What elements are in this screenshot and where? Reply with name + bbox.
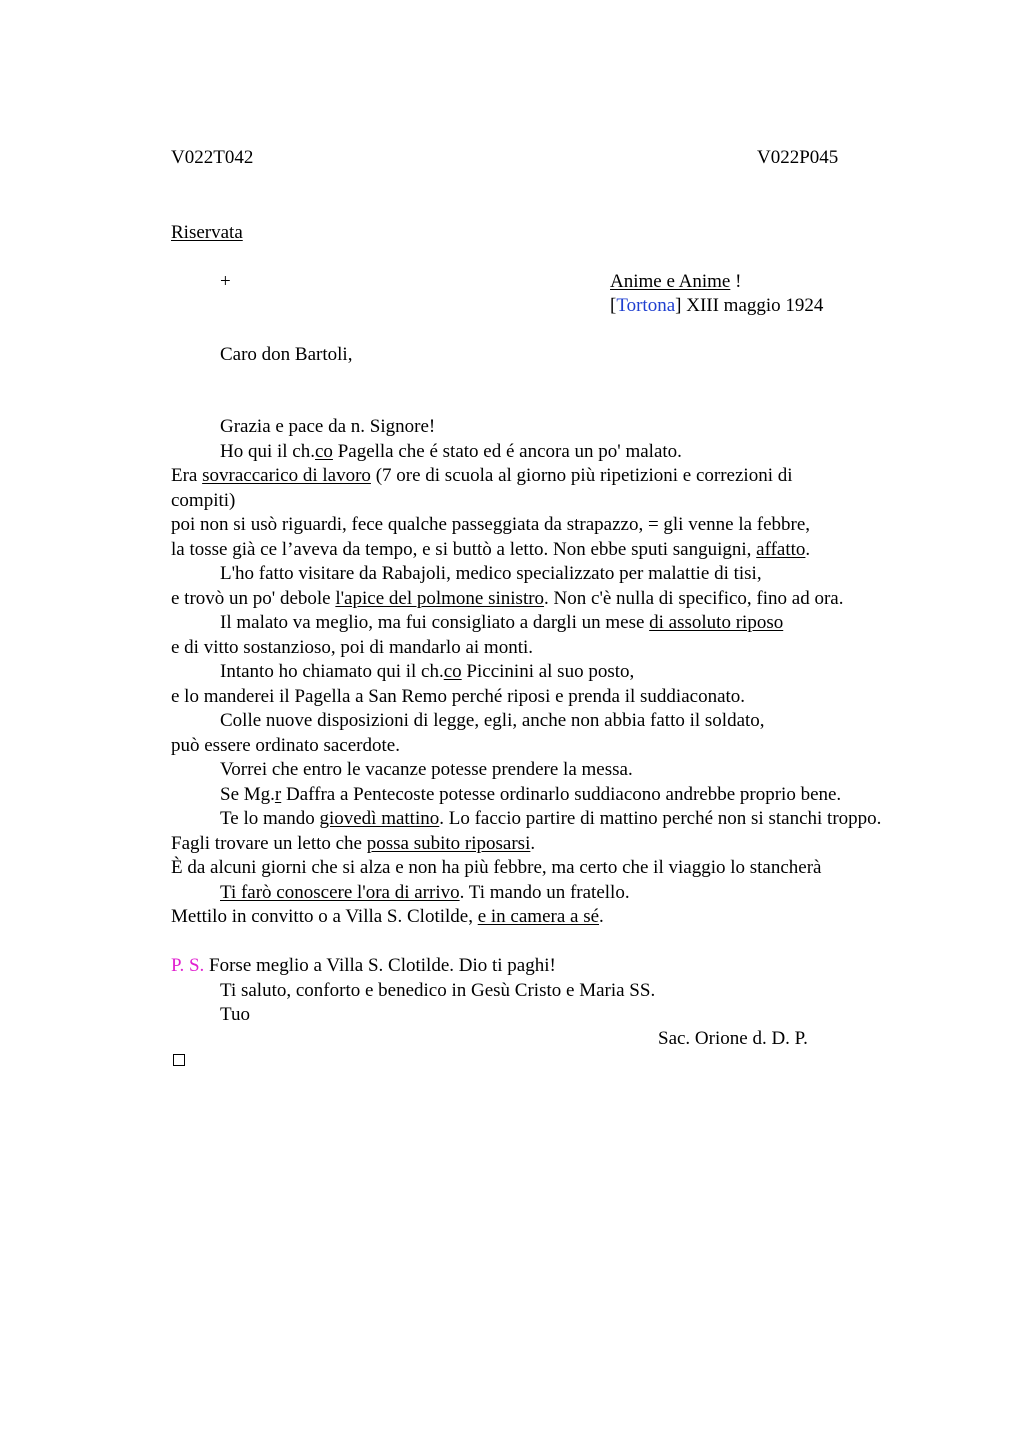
letter-line: Fagli trovare un letto che possa subito riposarsi. bbox=[171, 832, 536, 854]
letter-date: XIII maggio 1924 bbox=[681, 295, 824, 316]
letter-line: È da alcuni giorni che si alza e non ha più febbre, ma certo che il viaggio lo stancherà bbox=[171, 857, 822, 878]
letter-line: Se Mg.r Daffra a Pentecoste potesse ordinarlo suddiacono andrebbe proprio bene. bbox=[220, 783, 842, 805]
postscript bbox=[171, 954, 971, 979]
document-code-right: V022P045 bbox=[757, 147, 839, 168]
letter-line: e trovò un po' debole l'apice del polmone sinistro. Non c'è nulla di specifico, fino ad ora. bbox=[171, 587, 844, 609]
salutation: Caro don Bartoli, bbox=[220, 344, 353, 365]
letter-line: Colle nuove disposizioni di legge, egli, anche non abbia fatto il soldato, bbox=[220, 710, 765, 731]
document-code-left: V022T042 bbox=[171, 147, 254, 168]
letter-line: Ho qui il ch.co Pagella che é stato ed é ancora un po' malato. bbox=[220, 440, 682, 462]
postscript-text: Forse meglio a Villa S. Clotilde. Dio ti paghi! bbox=[204, 955, 556, 976]
confidential-label: Riservata bbox=[171, 222, 243, 243]
letter-line: Vorrei che entro le vacanze potesse prendere la messa. bbox=[220, 759, 633, 780]
letter-line: Ti farò conoscere l'ora di arrivo. Ti mando un fratello. bbox=[220, 881, 630, 903]
place-name: Tortona bbox=[616, 295, 676, 316]
motto bbox=[610, 270, 741, 294]
letter-line: e di vitto sostanzioso, poi di mandarlo ai monti. bbox=[171, 636, 534, 658]
letter-line: Te lo mando giovedì mattino. Lo faccio partire di mattino perché non si stanchi troppo. bbox=[220, 808, 882, 829]
postscript-label: P. S. bbox=[171, 955, 205, 976]
closing-greeting: Ti saluto, conforto e benedico in Gesù Cristo e Maria SS. bbox=[220, 979, 656, 1001]
empty-box-icon bbox=[173, 1054, 185, 1066]
letter-line: compiti) bbox=[171, 489, 236, 511]
letter-line: poi non si usò riguardi, fece qualche passeggiata da strapazzo, = gli venne la febbre, bbox=[171, 514, 811, 535]
motto-suffix: ! bbox=[730, 271, 742, 292]
bracket-close: ] bbox=[675, 295, 682, 316]
letter-line: e lo manderei il Pagella a San Remo perché riposi e prenda il suddiaconato. bbox=[171, 685, 746, 707]
letter-line: Era sovraccarico di lavoro (7 ore di scuola al giorno più ripetizioni e correzioni di bbox=[171, 465, 793, 486]
blank-line bbox=[171, 930, 971, 955]
letter-line: può essere ordinato sacerdote. bbox=[171, 734, 400, 756]
closing-tuo: Tuo bbox=[220, 1004, 250, 1025]
letter-line: Grazia e pace da n. Signore! bbox=[220, 416, 436, 437]
letter-body bbox=[171, 415, 971, 1028]
letter-line: Il malato va meglio, ma fui consigliato a dargli un mese di assoluto riposo bbox=[220, 612, 784, 633]
signature: Sac. Orione d. D. P. bbox=[658, 1028, 808, 1049]
place-date bbox=[610, 294, 823, 318]
bracket-open: [ bbox=[610, 295, 617, 316]
letter-line: L'ho fatto visitare da Rabajoli, medico specializzato per malattie di tisi, bbox=[220, 563, 762, 584]
letter-line: Intanto ho chiamato qui il ch.co Piccinini al suo posto, bbox=[220, 661, 635, 682]
letter-line: la tosse già ce l’aveva da tempo, e si buttò a letto. Non ebbe sputi sanguigni, affatto. bbox=[171, 538, 811, 560]
cross-mark: + bbox=[220, 271, 231, 292]
letter-line: Mettilo in convitto o a Villa S. Clotilde, e in camera a sé. bbox=[171, 906, 604, 927]
motto-text: Anime e Anime bbox=[610, 271, 731, 292]
